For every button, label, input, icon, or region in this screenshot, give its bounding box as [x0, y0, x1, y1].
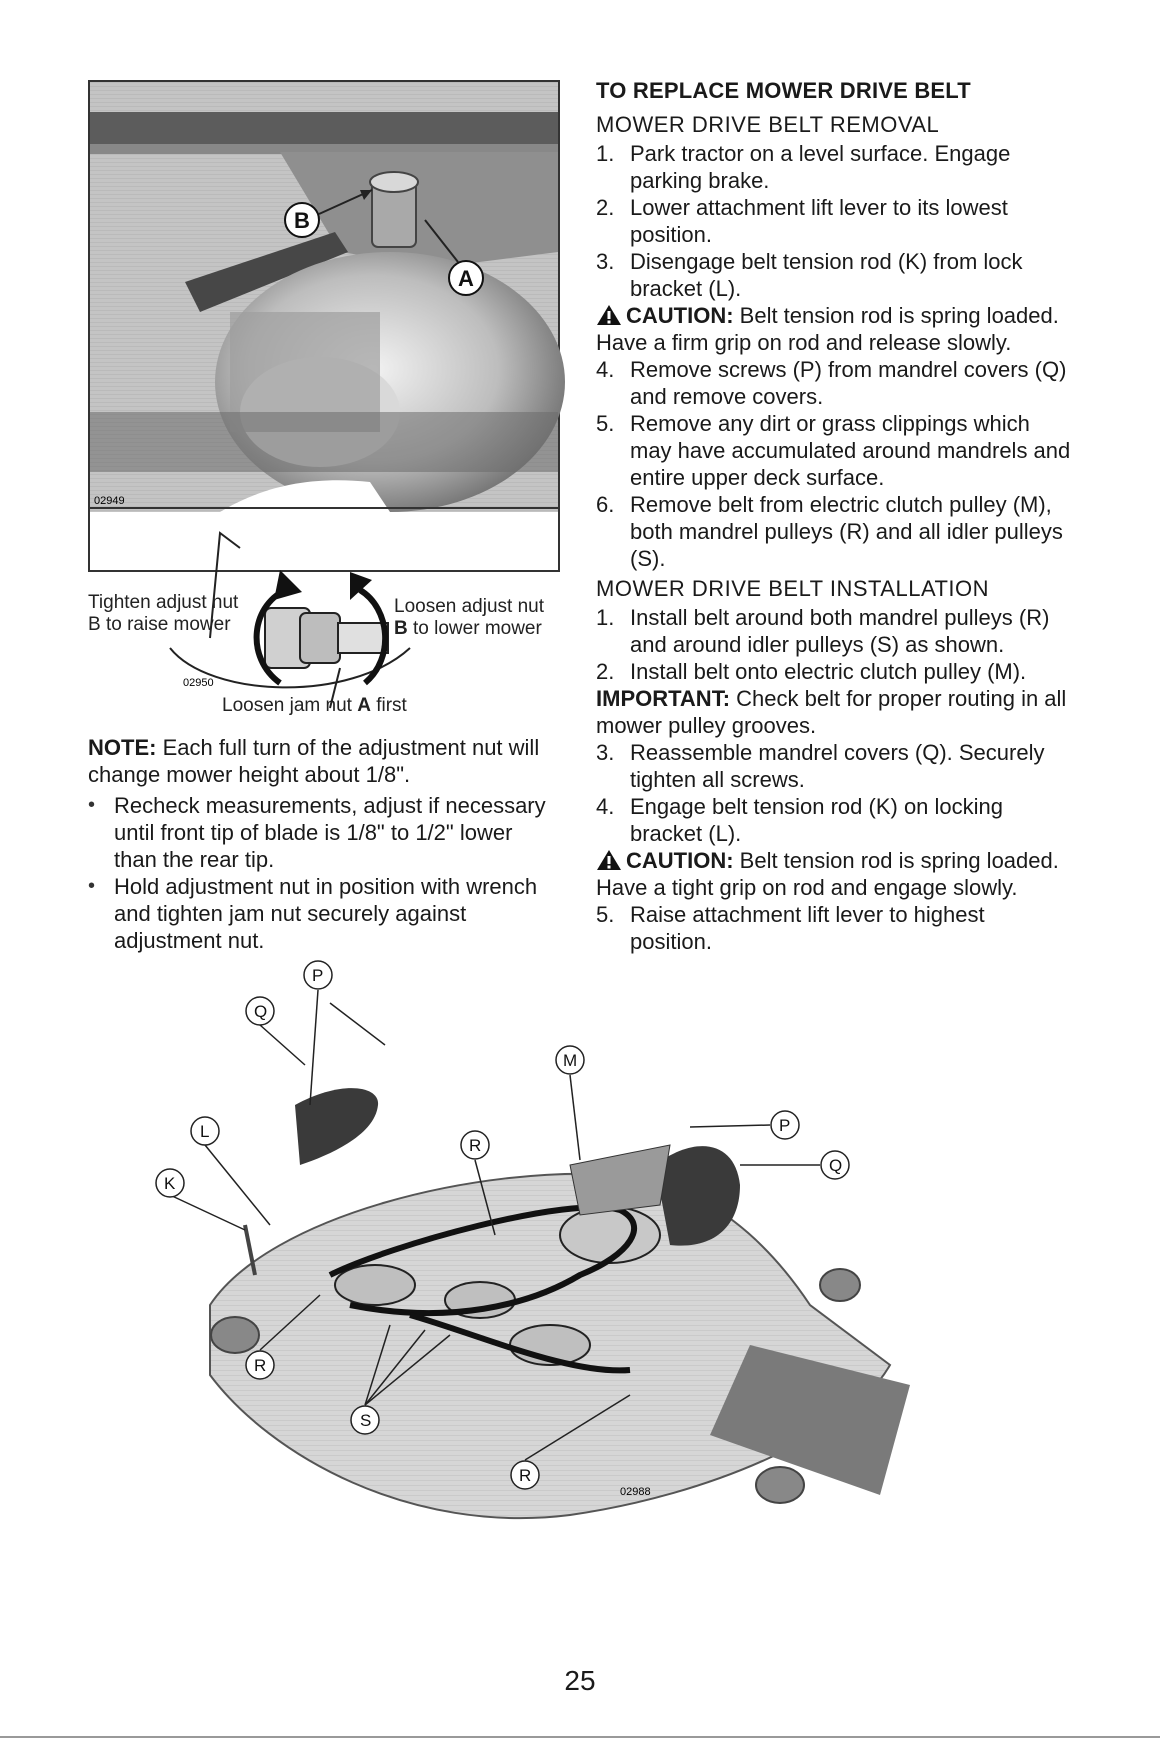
step-number: 1. [596, 141, 615, 166]
step-number: 5. [596, 902, 615, 927]
step-number: 5. [596, 411, 615, 436]
page-number: 25 [564, 1665, 596, 1696]
caution-paragraph [596, 302, 1072, 356]
label-m: M [563, 1051, 578, 1070]
step-item [596, 410, 1072, 491]
step-text: Engage belt tension rod (K) on locking bracket (L). [630, 794, 1004, 846]
step-item [596, 658, 1072, 685]
step-item [596, 194, 1072, 248]
step-item [596, 901, 1072, 955]
loosen-label-line1: Loosen adjust nut [394, 596, 545, 617]
label-p-left: P [312, 966, 324, 985]
label-l: L [200, 1122, 210, 1141]
important-paragraph [596, 685, 1072, 739]
install-steps [596, 604, 1072, 685]
removal-steps-continued [596, 356, 1072, 572]
removal-steps [596, 140, 1072, 302]
step-number: 3. [596, 740, 615, 765]
step-item [596, 739, 1072, 793]
install-heading: MOWER DRIVE BELT INSTALLATION [596, 576, 990, 601]
loosen-label [394, 596, 574, 640]
step-number: 4. [596, 357, 615, 382]
note-text: Each full turn of the adjustment nut will change mower height about 1/8". [88, 735, 540, 787]
step-number: 6. [596, 492, 615, 517]
removal-heading: MOWER DRIVE BELT REMOVAL [596, 112, 940, 137]
step-item [596, 793, 1072, 847]
callout-a-letter: A [458, 266, 474, 291]
jam-nut-label-bold: A [357, 695, 371, 716]
step-item [596, 248, 1072, 302]
bullet-item: • Hold adjustment nut in position with wrench and tighten jam nut securely against adjustment nut. [88, 873, 554, 954]
step-number: 1. [596, 605, 615, 630]
label-p-right: P [779, 1116, 791, 1135]
step-text: Reassemble mandrel covers (Q). Securely tighten all screws. [630, 740, 1045, 792]
warning-triangle-icon [596, 304, 622, 326]
right-column [596, 78, 1072, 955]
bullet-list [88, 792, 554, 954]
label-r-bottom: R [519, 1466, 532, 1485]
step-text: Raise attachment lift lever to highest position. [630, 902, 985, 954]
step-item [596, 140, 1072, 194]
caution-text: Belt tension rod is spring loaded. Have a tight grip on rod and engage slowly. [596, 848, 1059, 900]
caution-text: Belt tension rod is spring loaded. Have a firm grip on rod and release slowly. [596, 303, 1059, 355]
install-steps-continued [596, 739, 1072, 847]
label-q-right: Q [829, 1156, 843, 1175]
step-text: Remove belt from electric clutch pulley (M), both mandrel pulleys (R) and all idler pulleys (S). [630, 492, 1063, 571]
caution-paragraph-2 [596, 847, 1072, 901]
step-text: Remove screws (P) from mandrel covers (Q) and remove covers. [630, 357, 1067, 409]
step-text: Disengage belt tension rod (K) from lock bracket (L). [630, 249, 1023, 301]
step-number: 3. [596, 249, 615, 274]
deck-figure-code: 02988 [620, 1486, 651, 1498]
mower-height-photo [88, 80, 560, 572]
install-steps-final [596, 901, 1072, 955]
bottom-rule [0, 1736, 1160, 1738]
jam-nut-label-pre: Loosen jam nut [222, 695, 358, 716]
photo-figure-code: 02949 [94, 495, 125, 507]
caution-label: CAUTION: [626, 303, 734, 328]
note-label: NOTE: [88, 735, 157, 760]
step-text: Install belt onto electric clutch pulley (M). [630, 659, 1027, 684]
label-r-top: R [469, 1136, 482, 1155]
step-item [596, 356, 1072, 410]
section-title: TO REPLACE MOWER DRIVE BELT [596, 78, 971, 103]
label-r-left: R [254, 1356, 267, 1375]
callout-b-letter: B [294, 208, 310, 233]
loosen-label-bold: B [394, 618, 408, 639]
important-text: Check belt for proper routing in all mower pulley grooves. [596, 686, 1067, 738]
tighten-label [88, 592, 288, 636]
jam-nut-label-post: first [370, 695, 407, 716]
loosen-label-rest: to lower mower [407, 618, 542, 639]
step-text: Lower attachment lift lever to its lowest position. [630, 195, 1008, 247]
bullet-item: • Recheck measurements, adjust if necessary until front tip of blade is 1/8" to 1/2" lower than the rear tip. [88, 792, 554, 873]
caution-label: CAUTION: [626, 848, 734, 873]
warning-triangle-icon [596, 849, 622, 871]
step-text: Park tractor on a level surface. Engage parking brake. [630, 141, 1011, 193]
step-text: Remove any dirt or grass clippings which may have accumulated around mandrels and entire upper deck surface. [630, 411, 1071, 490]
label-k: K [164, 1174, 176, 1193]
step-number: 4. [596, 794, 615, 819]
note-paragraph [88, 734, 554, 788]
left-text-block [88, 734, 554, 954]
label-q-left: Q [254, 1002, 268, 1021]
step-number: 2. [596, 659, 615, 684]
step-text: Install belt around both mandrel pulleys (R) and around idler pulleys (S) as shown. [630, 605, 1050, 657]
tighten-label-line2: B to raise mower [88, 614, 231, 635]
step-item [596, 491, 1072, 572]
step-item [596, 604, 1072, 658]
tighten-label-line1: Tighten adjust nut [88, 592, 239, 613]
adjust-diagram-code: 02950 [183, 677, 214, 689]
step-number: 2. [596, 195, 615, 220]
label-s: S [360, 1411, 372, 1430]
jam-nut-label [222, 695, 482, 717]
mower-deck-diagram [150, 966, 930, 1635]
loosen-label-line2 [394, 618, 574, 640]
important-label: IMPORTANT: [596, 686, 731, 711]
